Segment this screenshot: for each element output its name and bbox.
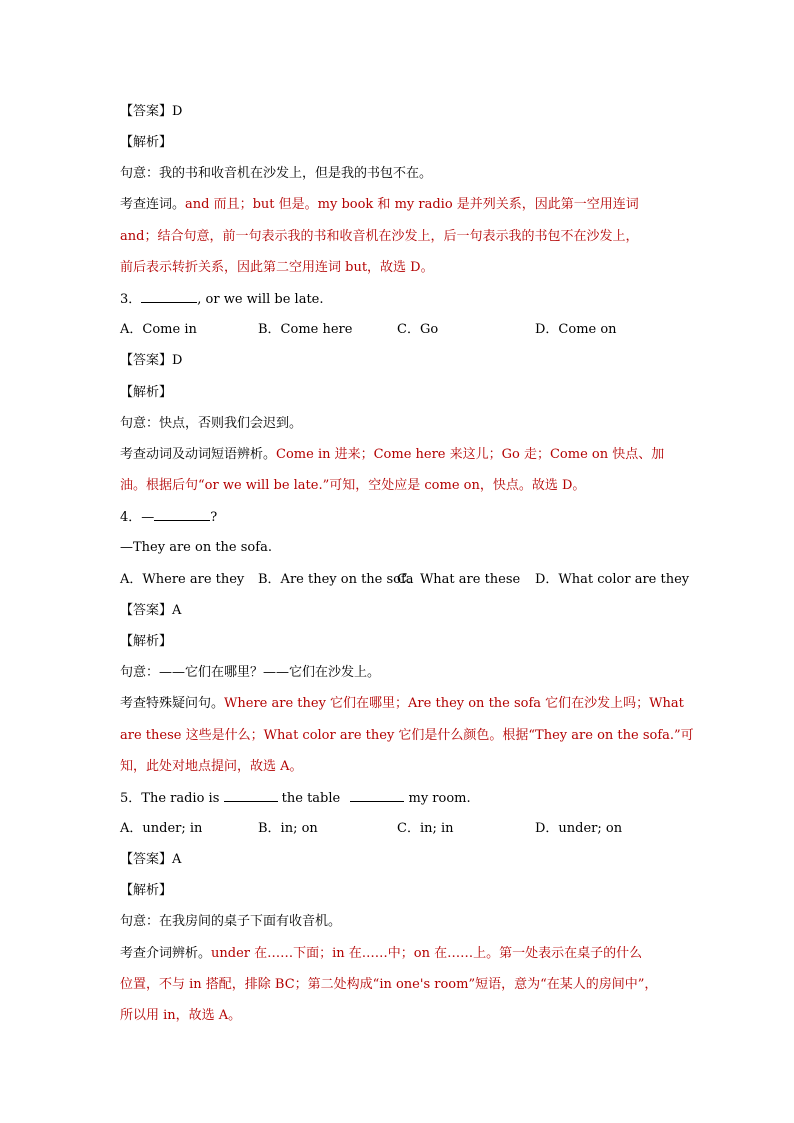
option-a[interactable]: A．Come in — [120, 322, 197, 337]
option-d[interactable]: D．Come on — [535, 322, 617, 337]
answer-line — [120, 602, 181, 620]
question-text: The radio is — [141, 791, 224, 806]
option-a[interactable]: A．under; in — [120, 821, 203, 836]
answer-tag: 【答案】 — [120, 104, 173, 119]
answer-line — [120, 352, 182, 370]
meaning-line: 句意：快点，否则我们会迟到。 — [120, 416, 303, 431]
answer-blank[interactable] — [154, 508, 210, 521]
answer-blank-1[interactable] — [224, 789, 278, 802]
option-c[interactable]: C．Go — [397, 322, 439, 337]
explanation-line: are these 这些是什么；What color are they 它们是什么颜色。根据“They are on the sofa.”可 — [120, 728, 694, 743]
explanation-line: 位置，不与 in 搭配，排除 BC；第二处构成“in one's room”短语，意为“在某人的房间中”， — [120, 977, 658, 992]
question-number: 3． — [120, 292, 142, 307]
explanation-line — [120, 196, 639, 214]
analysis-tag: 【解析】 — [120, 135, 173, 150]
meaning-line: 句意：我的书和收音机在沙发上，但是我的书包不在。 — [120, 166, 433, 181]
answer-tag: 【答案】 — [120, 603, 173, 618]
question-4-stem — [120, 508, 217, 527]
option-d[interactable]: D．under; on — [535, 821, 623, 836]
question-text: the table — [277, 791, 345, 806]
explanation-line: 前后表示转折关系，因此第二空用连词 but，故选 D。 — [120, 260, 434, 275]
analysis-tag: 【解析】 — [120, 385, 173, 400]
option-b[interactable]: B．Are they on the sofa — [258, 572, 414, 587]
explanation-prefix: 考查动词及动词短语辨析。 — [120, 447, 277, 462]
explanation-text: and 而且；but 但是。my book 和 my radio 是并列关系，因此第一空用连词 — [185, 197, 639, 212]
option-b[interactable]: B．in; on — [258, 821, 318, 836]
option-a[interactable]: A．Where are they — [120, 572, 245, 587]
option-c[interactable]: C．in; in — [397, 821, 454, 836]
explanation-line — [120, 695, 684, 713]
question-number: 5． — [120, 791, 142, 806]
question-3-stem — [120, 290, 324, 309]
answer-line — [120, 103, 182, 121]
question-text: ? — [210, 510, 218, 525]
answer-value: A — [172, 852, 182, 867]
question-text: my room. — [404, 791, 471, 806]
option-c[interactable]: C．What are these — [397, 572, 521, 587]
explanation-prefix: 考查连词。 — [120, 197, 186, 212]
answer-value: A — [172, 603, 182, 618]
answer-value: D — [172, 353, 183, 368]
explanation-line — [120, 446, 664, 464]
explanation-line: and；结合句意，前一句表示我的书和收音机在沙发上，后一句表示我的书包不在沙发上， — [120, 229, 639, 244]
answer-tag: 【答案】 — [120, 353, 173, 368]
explanation-text: under 在……下面；in 在……中；on 在……上。第一处表示在桌子的什么 — [211, 946, 643, 961]
question-5-stem — [120, 789, 471, 808]
explanation-text: Come in 进来；Come here 来这儿；Go 走；Come on 快点、加 — [276, 447, 665, 462]
answer-value: D — [172, 104, 183, 119]
explanation-prefix: 考查特殊疑问句。 — [120, 696, 225, 711]
answer-tag: 【答案】 — [120, 852, 173, 867]
explanation-text: Where are they 它们在哪里；Are they on the sofa 它们在沙发上吗；What — [224, 696, 684, 711]
answer-blank[interactable] — [141, 290, 197, 303]
meaning-line: 句意：——它们在哪里？——它们在沙发上。 — [120, 665, 381, 680]
question-number: 4．— — [120, 510, 155, 525]
analysis-tag: 【解析】 — [120, 883, 173, 898]
explanation-line — [120, 945, 642, 963]
explanation-line: 所以用 in，故选 A。 — [120, 1008, 242, 1023]
option-b[interactable]: B．Come here — [258, 322, 353, 337]
dialogue-reply: —They are on the sofa. — [120, 540, 272, 555]
answer-line — [120, 851, 181, 869]
answer-blank-2[interactable] — [350, 789, 404, 802]
explanation-line: 油。根据后句“or we will be late.”可知，空处应是 come on，快点。故选 D。 — [120, 478, 586, 493]
explanation-prefix: 考查介词辨析。 — [120, 946, 212, 961]
question-text: , or we will be late. — [197, 292, 324, 307]
meaning-line: 句意：在我房间的桌子下面有收音机。 — [120, 914, 342, 929]
analysis-tag: 【解析】 — [120, 634, 173, 649]
option-d[interactable]: D．What color are they — [535, 572, 690, 587]
explanation-line: 知，此处对地点提问，故选 A。 — [120, 759, 303, 774]
